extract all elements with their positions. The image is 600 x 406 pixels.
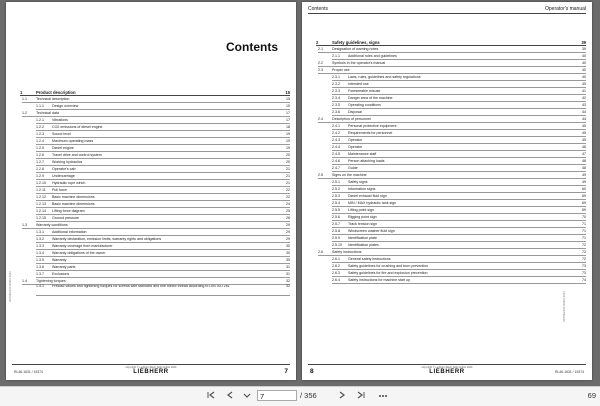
toc-title: Disposal — [348, 110, 362, 114]
next-page-icon[interactable] — [336, 390, 348, 402]
toc-title: Lifting point sign — [348, 208, 374, 212]
toc-title: Exclusions — [52, 272, 70, 276]
toc-number: 1.3.2 — [36, 237, 44, 241]
toc-title: Basic machine dimensions — [52, 195, 95, 199]
toc-title: Requirements for personnel — [348, 131, 393, 135]
toc-title: Safety guidelines, signs — [332, 40, 380, 45]
toc-entry[interactable] — [6, 138, 296, 145]
toc-page: 31 — [286, 265, 290, 269]
toc-title: Warranty conditions — [36, 223, 68, 227]
toc-number: 2.6.2 — [332, 264, 340, 268]
toc-number: 2.2 — [318, 61, 323, 65]
toc-title: Product description — [36, 90, 76, 95]
toc-number: 2.5.5 — [332, 208, 340, 212]
toc-entry[interactable] — [6, 285, 296, 296]
toc-entry[interactable] — [6, 152, 296, 159]
toc-entry[interactable] — [302, 270, 592, 277]
toc-entry[interactable] — [6, 124, 296, 131]
toc-number: 2.4.3 — [332, 138, 340, 142]
toc-left — [6, 88, 296, 296]
toc-number: 2.1 — [318, 47, 323, 51]
toc-number: 2.4 — [318, 117, 323, 121]
toc-number: 2.4.5 — [332, 152, 340, 156]
toc-title: Designation of warning notes — [332, 47, 379, 51]
toc-number: 1.2.4 — [36, 139, 44, 143]
toc-entry[interactable] — [302, 130, 592, 137]
toc-title: Basic machine dimensions — [52, 202, 95, 206]
toc-page: 15 — [285, 90, 290, 95]
toc-number: 2.5.6 — [332, 215, 340, 219]
toc-entry[interactable] — [6, 103, 296, 110]
header-left-text: Contents — [308, 6, 329, 12]
toc-number: 1.2.10 — [36, 181, 46, 185]
toc-page: 43 — [582, 103, 586, 107]
contents-heading: Contents — [226, 40, 278, 54]
toc-number: 1.2 — [22, 111, 27, 115]
toc-rule — [36, 295, 290, 296]
toc-entry[interactable] — [6, 271, 296, 278]
toc-title: Intended use — [348, 82, 369, 86]
toc-page: 71 — [582, 229, 586, 233]
toc-page: 69 — [582, 194, 586, 198]
toc-page: 40 — [582, 61, 586, 65]
toc-number: 2.5.1 — [332, 180, 340, 184]
toc-page: 21 — [286, 174, 290, 178]
toc-entry[interactable] — [302, 186, 592, 193]
toc-entry[interactable] — [302, 228, 592, 235]
toc-number: 1.3.1 — [36, 230, 44, 234]
toc-number: 2.5.10 — [332, 243, 342, 247]
toc-entry[interactable] — [6, 180, 296, 187]
toc-title: Information signs — [348, 187, 376, 191]
toc-title: MIN / MAX hydraulic tank sign — [348, 201, 397, 205]
toc-title: Safety guidelines for fire and explosion prevention — [348, 271, 428, 275]
toc-number: 1.2.14 — [36, 209, 46, 213]
toc-page: 15 — [286, 97, 290, 101]
toc-title: Ground pressure — [52, 216, 79, 220]
toc-number: 2.3.1 — [332, 75, 340, 79]
toc-title: Additional information — [52, 230, 87, 234]
toc-number: 2.4.7 — [332, 166, 340, 170]
toc-entry[interactable] — [6, 250, 296, 257]
toc-entry[interactable] — [302, 256, 592, 263]
toc-title: Diesel engine — [52, 146, 74, 150]
toc-page: 29 — [286, 237, 290, 241]
toc-number: 1.4 — [22, 279, 27, 283]
toc-entry[interactable] — [6, 117, 296, 124]
toc-title: Person attaching loads — [348, 159, 385, 163]
toc-page: 45 — [582, 131, 586, 135]
toc-page: 73 — [582, 264, 586, 268]
toc-number: 2.3.4 — [332, 96, 340, 100]
toc-title: Description of personnel — [332, 117, 371, 121]
toc-entry[interactable] — [302, 242, 592, 249]
toc-number: 2.5.4 — [332, 201, 340, 205]
page-footer — [12, 364, 290, 379]
toc-number: 2.5.8 — [332, 229, 340, 233]
toc-title: Symbols in the operator's manual — [332, 61, 386, 65]
document-id: RL46-1631 / 15374 — [554, 370, 584, 374]
toc-number: 1.2.12 — [36, 195, 46, 199]
toc-page: 40 — [582, 75, 586, 79]
toc-title: Travel drive and control system — [52, 153, 102, 157]
toc-page: 17 — [286, 118, 290, 122]
toc-title: Warranty coverage from manufacturer — [52, 244, 113, 248]
toc-entry[interactable] — [302, 109, 592, 116]
toc-title: Operator — [348, 138, 363, 142]
toc-page: 26 — [286, 216, 290, 220]
toc-page: 17 — [286, 111, 290, 115]
toc-page: 73 — [582, 271, 586, 275]
toc-entry[interactable] — [302, 81, 592, 88]
toc-page: 18 — [286, 125, 290, 129]
toc-entry[interactable] — [302, 46, 592, 53]
side-mark: LWT/MG/100-000/10.2024 — [563, 291, 567, 322]
toc-title: Preload values and tightening torques for screws with standard and fine metric thread according to DIN ISO 261 — [52, 285, 230, 288]
toc-entry[interactable] — [6, 229, 296, 236]
toc-entry[interactable] — [6, 187, 296, 194]
toc-page: 74 — [582, 278, 586, 282]
toc-entry[interactable] — [6, 264, 296, 271]
toc-page: 30 — [286, 258, 290, 262]
toc-entry[interactable] — [6, 208, 296, 215]
toc-page: 71 — [582, 222, 586, 226]
toc-page: 45 — [582, 124, 586, 128]
page-number-input[interactable]: 7 — [257, 390, 297, 401]
toc-title: Guide — [348, 166, 358, 170]
toc-page: 39 — [582, 47, 586, 51]
toc-entry[interactable] — [6, 145, 296, 152]
toc-number: 1.2.5 — [36, 146, 44, 150]
toc-entry[interactable] — [302, 200, 592, 207]
toc-number: 1.3.7 — [36, 272, 44, 276]
toc-page: 71 — [582, 236, 586, 240]
toc-page: 40 — [582, 68, 586, 72]
toc-entry[interactable] — [302, 102, 592, 109]
toc-number: 1.3.5 — [36, 258, 44, 262]
toc-title: Proper use — [332, 68, 350, 72]
toc-entry[interactable] — [302, 60, 592, 67]
toc-number: 1.1.1 — [36, 104, 44, 108]
toc-page: 44 — [582, 110, 586, 114]
toc-page: 48 — [582, 159, 586, 163]
page-number: 7 — [284, 368, 288, 375]
toc-number: 1.2.9 — [36, 174, 44, 178]
toc-title: Hydraulic rope winch — [52, 181, 86, 185]
toc-page: 72 — [582, 257, 586, 261]
toc-entry[interactable] — [6, 201, 296, 208]
pdf-toolbar — [0, 386, 600, 406]
toc-page: 69 — [582, 201, 586, 205]
toc-title: Technical data — [36, 111, 59, 115]
toc-entry[interactable] — [302, 214, 592, 221]
toc-number: 1.2.3 — [36, 132, 44, 136]
toc-number: 2.5 — [318, 173, 323, 177]
toc-title: Warranty declaration, emission limits, warranty rights and obligations — [52, 237, 162, 241]
toc-entry[interactable] — [6, 243, 296, 250]
toc-page: 25 — [286, 209, 290, 213]
prev-page-icon[interactable] — [224, 390, 236, 402]
more-icon[interactable] — [377, 390, 389, 402]
toc-title: Warranty parts — [52, 265, 76, 269]
toc-entry[interactable] — [6, 131, 296, 138]
first-page-icon[interactable] — [205, 390, 217, 402]
toc-title: Warranty — [52, 258, 67, 262]
toc-page: 46 — [582, 145, 586, 149]
toc-number: 1.3.4 — [36, 251, 44, 255]
toc-number: 1.2.13 — [36, 202, 46, 206]
toc-number: 2.4.6 — [332, 159, 340, 163]
liebherr-logo: LIEBHERR — [133, 369, 169, 375]
document-id: RL46-1631 / 15374 — [14, 370, 44, 374]
toc-page: 20 — [286, 153, 290, 157]
toc-entry[interactable] — [6, 96, 296, 103]
toc-page: 29 — [286, 223, 290, 227]
toc-entry[interactable] — [302, 221, 592, 228]
toc-page: 72 — [582, 243, 586, 247]
toc-entry[interactable] — [302, 207, 592, 214]
toc-title: Safety instructions — [332, 250, 362, 254]
toc-entry[interactable] — [302, 158, 592, 165]
toc-title: Pull force — [52, 188, 67, 192]
toc-title: Warranty obligations of the owner — [52, 251, 106, 255]
toc-title: Identification plates — [348, 243, 379, 247]
toc-page: 41 — [582, 89, 586, 93]
toc-title: Danger area of the machine — [348, 96, 393, 100]
toc-page: 44 — [582, 117, 586, 121]
toc-entry[interactable] — [302, 144, 592, 151]
toc-page: 40 — [582, 82, 586, 86]
toc-number: 2 — [316, 40, 319, 45]
toc-title: Tightening torques — [36, 279, 66, 283]
toc-title: Windscreen washer fluid sign — [348, 229, 395, 233]
toc-page: 15 — [286, 104, 290, 108]
toc-entry[interactable] — [302, 277, 592, 284]
toc-entry[interactable] — [302, 95, 592, 102]
toc-page: 31 — [286, 272, 290, 276]
toc-entry[interactable] — [6, 257, 296, 264]
toc-title: General safety instructions — [348, 257, 391, 261]
toc-page: 48 — [582, 166, 586, 170]
zoom-level[interactable]: 69 — [587, 391, 596, 400]
toc-number: 1.3 — [22, 223, 27, 227]
toc-entry[interactable] — [302, 235, 592, 242]
toc-title: Maintenance staff — [348, 152, 377, 156]
page-footer — [308, 364, 586, 379]
toc-title: Operating conditions — [348, 103, 381, 107]
toc-title: Identification plate — [348, 236, 377, 240]
toc-page: 42 — [582, 96, 586, 100]
toc-page: 20 — [286, 160, 290, 164]
toc-title: Laws, rules, guidelines and safety regulations — [348, 75, 421, 79]
toc-title: Design overview — [52, 104, 79, 108]
toc-number: 1 — [20, 90, 23, 95]
toc-page: 72 — [582, 250, 586, 254]
toc-number: 1.4.1 — [36, 284, 44, 288]
toc-page: 24 — [286, 202, 290, 206]
page-header — [308, 6, 586, 14]
toc-page: 39 — [581, 40, 586, 45]
toc-entry[interactable] — [302, 67, 592, 74]
side-mark: LWT/MG/100-000/10.2024 — [9, 271, 12, 302]
toc-right — [302, 38, 592, 284]
toc-entry[interactable] — [6, 215, 296, 222]
toc-number: 2.3.5 — [332, 103, 340, 107]
toc-page: 47 — [582, 152, 586, 156]
toc-page: 30 — [286, 244, 290, 248]
page-number: 8 — [310, 368, 314, 375]
toc-entry[interactable] — [302, 53, 592, 60]
toc-number: 2.5.9 — [332, 236, 340, 240]
toc-entry[interactable] — [6, 166, 296, 173]
toc-entry[interactable] — [302, 74, 592, 81]
toc-entry[interactable] — [302, 88, 592, 95]
toc-number: 2.6.4 — [332, 278, 340, 282]
toc-number: 1.2.11 — [36, 188, 46, 192]
toc-number: 1.2.7 — [36, 160, 44, 164]
toc-entry[interactable] — [6, 278, 296, 285]
toc-title: Safety signs — [348, 180, 368, 184]
toc-title: Working hydraulics — [52, 160, 83, 164]
toc-entry[interactable] — [6, 222, 296, 229]
toc-title: CO2 emissions of diesel engine — [52, 125, 103, 129]
toc-title: Track tension sign — [348, 222, 378, 226]
toc-entry[interactable] — [302, 123, 592, 130]
toc-page: 29 — [286, 230, 290, 234]
toc-page: 60 — [582, 187, 586, 191]
toc-number: 1.2.15 — [36, 216, 46, 220]
toc-title: Personal protective equipment — [348, 124, 397, 128]
toc-entry[interactable] — [302, 263, 592, 270]
toc-number: 2.3.2 — [332, 82, 340, 86]
toc-page: 49 — [582, 180, 586, 184]
toc-number: 2.1.1 — [332, 54, 340, 58]
toc-title: Vibrations — [52, 118, 68, 122]
copyright-text: copyright © Liebherr-Werk Telfs GmbH 2024 — [125, 366, 177, 369]
header-right-text: Operator's manual — [545, 6, 586, 12]
toc-number: 2.3.3 — [332, 89, 340, 93]
left-page — [6, 2, 296, 380]
toc-page: 32 — [286, 284, 290, 288]
toc-number: 2.6.1 — [332, 257, 340, 261]
toc-number: 2.6.3 — [332, 271, 340, 275]
toc-number: 2.4.2 — [332, 131, 340, 135]
toc-page: 19 — [286, 146, 290, 150]
last-page-icon[interactable] — [355, 390, 367, 402]
toc-page: 22 — [286, 188, 290, 192]
toc-page: 21 — [286, 181, 290, 185]
toc-entry[interactable] — [302, 137, 592, 144]
toc-page: 70 — [582, 215, 586, 219]
toc-entry[interactable] — [6, 110, 296, 117]
toc-number: 1.2.6 — [36, 153, 44, 157]
toc-number: 1.3.3 — [36, 244, 44, 248]
toc-page: 22 — [286, 195, 290, 199]
toc-page: 19 — [286, 139, 290, 143]
toc-number: 1.2.2 — [36, 125, 44, 129]
toc-entry[interactable] — [302, 165, 592, 172]
toc-title: Foreseeable misuse — [348, 89, 381, 93]
toc-number: 1.1 — [22, 97, 27, 101]
toc-title: Rigging point sign — [348, 215, 377, 219]
toc-number: 2.3 — [318, 68, 323, 72]
toc-title: Maximum operating mass — [52, 139, 94, 143]
toc-rule — [332, 283, 586, 284]
toc-number: 2.4.4 — [332, 145, 340, 149]
toc-title: Diesel exhaust fluid sign — [348, 194, 387, 198]
toc-page: 21 — [286, 167, 290, 171]
liebherr-logo: LIEBHERR — [429, 369, 465, 375]
toc-entry[interactable] — [302, 172, 592, 179]
toc-title: Operator's cab — [52, 167, 76, 171]
toc-entry[interactable] — [302, 39, 592, 46]
toc-entry[interactable] — [6, 173, 296, 180]
toc-page: 45 — [582, 138, 586, 142]
page-down-icon[interactable] — [241, 390, 253, 402]
toc-number: 2.3.6 — [332, 110, 340, 114]
toc-title: Additional rules and guidelines — [348, 54, 397, 58]
toc-title: Operator — [348, 145, 363, 149]
toc-page: 30 — [286, 251, 290, 255]
right-page — [302, 2, 592, 380]
toc-entry[interactable] — [302, 249, 592, 256]
toc-page: 19 — [286, 132, 290, 136]
toc-entry[interactable] — [302, 193, 592, 200]
toc-number: 2.5.3 — [332, 194, 340, 198]
toc-page: 32 — [286, 279, 290, 283]
toc-title: Lifting force diagram — [52, 209, 85, 213]
toc-entry[interactable] — [302, 151, 592, 158]
toc-number: 2.5.2 — [332, 187, 340, 191]
toc-entry[interactable] — [6, 89, 296, 96]
toc-page: 69 — [582, 208, 586, 212]
toc-number: 1.2.8 — [36, 167, 44, 171]
toc-page: 40 — [582, 54, 586, 58]
toc-page: 49 — [582, 173, 586, 177]
toc-number: 2.4.1 — [332, 124, 340, 128]
toc-entry[interactable] — [6, 236, 296, 243]
toc-number: 1.3.6 — [36, 265, 44, 269]
toc-entry[interactable] — [6, 159, 296, 166]
toc-title: Safety instructions for machine start up — [348, 278, 411, 282]
toc-entry[interactable] — [302, 179, 592, 186]
page-total: / 356 — [300, 391, 317, 400]
toc-title: Undercarriage — [52, 174, 75, 178]
toc-title: Technical description — [36, 97, 70, 101]
toc-title: Signs on the machine — [332, 173, 367, 177]
toc-title: Safety guidelines for crushing and burn prevention — [348, 264, 429, 268]
toc-number: 2.6 — [318, 250, 323, 254]
toc-title: Sound level — [52, 132, 71, 136]
toc-entry[interactable] — [302, 116, 592, 123]
toc-number: 1.2.1 — [36, 118, 44, 122]
toc-number: 2.5.7 — [332, 222, 340, 226]
toc-entry[interactable] — [6, 194, 296, 201]
copyright-text: copyright © Liebherr-Werk Telfs GmbH 2024 — [421, 366, 473, 369]
